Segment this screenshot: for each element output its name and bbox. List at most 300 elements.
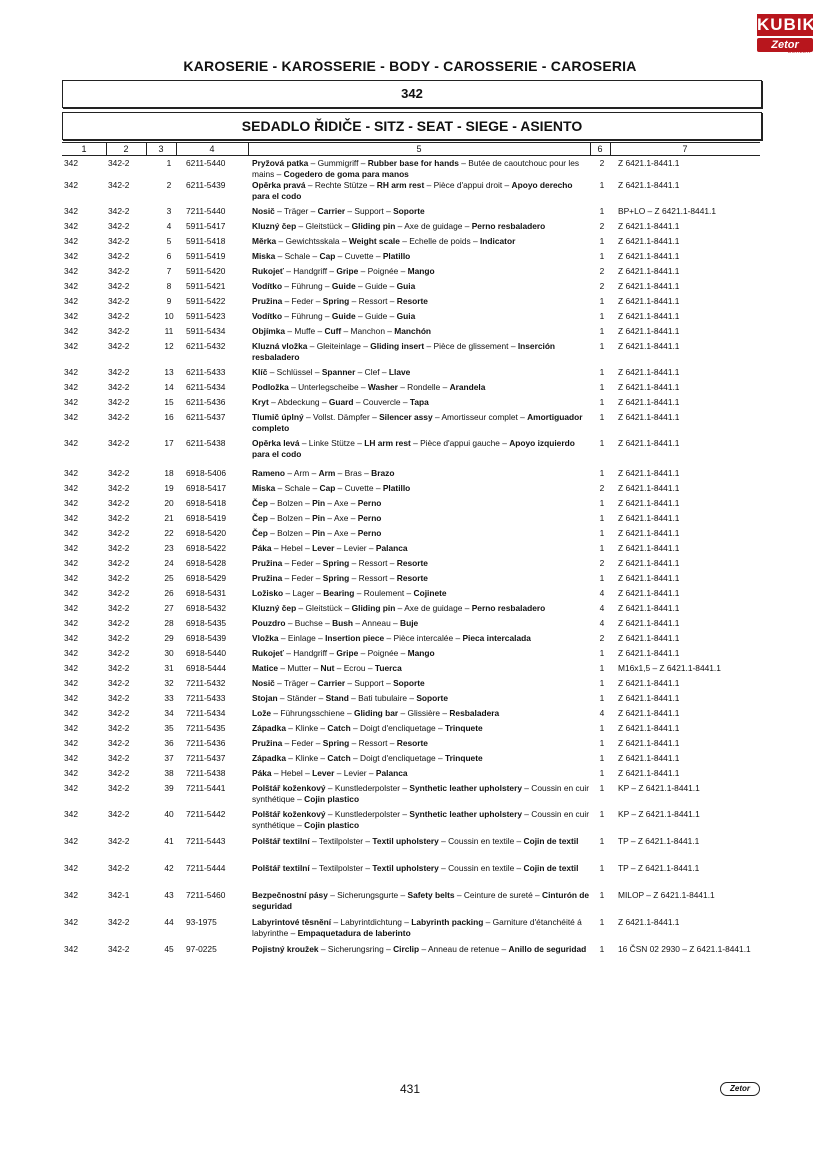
cell-group: 342 bbox=[64, 528, 78, 538]
cell-position: 25 bbox=[164, 573, 174, 583]
description-french: – Cuvette – bbox=[335, 251, 383, 261]
description-english: Spring bbox=[322, 738, 350, 748]
cell-subgroup: 342-2 bbox=[108, 648, 130, 658]
cell-description bbox=[252, 221, 592, 232]
description-english: Cuff bbox=[324, 326, 342, 336]
table-row bbox=[0, 573, 826, 588]
cell-part-number: 6211-5440 bbox=[186, 158, 226, 168]
table-row bbox=[0, 221, 826, 236]
cell-note: Z 6421.1-8441.1 bbox=[618, 708, 680, 718]
cell-group: 342 bbox=[64, 783, 78, 793]
description-german: – Muffe – bbox=[285, 326, 325, 336]
cell-part-number: 6211-5436 bbox=[186, 397, 226, 407]
description-english: Weight scale bbox=[348, 236, 400, 246]
table-row bbox=[0, 281, 826, 296]
description-spanish: Llave bbox=[388, 367, 411, 377]
description-czech: Vodítko bbox=[252, 311, 283, 321]
table-row bbox=[0, 206, 826, 221]
cell-quantity: 1 bbox=[599, 311, 605, 321]
cell-subgroup: 342-2 bbox=[108, 618, 130, 628]
cell-description bbox=[252, 768, 592, 779]
description-english: Silencer assy bbox=[379, 412, 433, 422]
cell-description bbox=[252, 397, 592, 408]
description-french: – Coussin en cuir synthétique – bbox=[252, 783, 590, 804]
cell-position: 5 bbox=[166, 236, 172, 246]
cell-subgroup: 342-2 bbox=[108, 768, 130, 778]
col-head-5: 5 bbox=[416, 144, 422, 154]
cell-group: 342 bbox=[64, 738, 78, 748]
description-spanish: Perno resbaladero bbox=[471, 221, 546, 231]
description-english: Arm bbox=[318, 468, 336, 478]
cell-quantity: 2 bbox=[599, 158, 605, 168]
col-head-7: 7 bbox=[682, 144, 688, 154]
cell-part-number: 7211-5442 bbox=[186, 809, 226, 819]
cell-quantity: 1 bbox=[599, 663, 605, 673]
cell-description bbox=[252, 341, 592, 363]
description-french: – Doigt d'encliquetage – bbox=[350, 723, 445, 733]
description-english: Gripe bbox=[336, 648, 359, 658]
cell-note: MILOP – Z 6421.1-8441.1 bbox=[618, 890, 715, 900]
description-english: Guide bbox=[331, 281, 356, 291]
cell-subgroup: 342-2 bbox=[108, 528, 130, 538]
cell-group: 342 bbox=[64, 836, 78, 846]
table-row bbox=[0, 890, 826, 917]
cell-quantity: 1 bbox=[599, 468, 605, 478]
description-german: – Feder – bbox=[282, 573, 323, 583]
cell-description bbox=[252, 603, 592, 614]
cell-subgroup: 342-2 bbox=[108, 558, 130, 568]
cell-position: 24 bbox=[164, 558, 174, 568]
cell-note: Z 6421.1-8441.1 bbox=[618, 221, 680, 231]
description-english: Guard bbox=[328, 397, 354, 407]
description-french: – Roulement – bbox=[354, 588, 414, 598]
table-row bbox=[0, 251, 826, 266]
description-spanish: Trinquete bbox=[444, 753, 483, 763]
cell-subgroup: 342-2 bbox=[108, 412, 130, 422]
description-english: Rubber base for hands bbox=[367, 158, 459, 168]
cell-quantity: 2 bbox=[599, 221, 605, 231]
description-german: – Linke Stütze – bbox=[299, 438, 365, 448]
cell-group: 342 bbox=[64, 543, 78, 553]
cell-note: Z 6421.1-8441.1 bbox=[618, 236, 680, 246]
description-french: – Garniture d'étanchéité á labyrinthe – bbox=[252, 917, 582, 938]
description-english: LH arm rest bbox=[364, 438, 411, 448]
cell-description bbox=[252, 836, 592, 847]
description-czech: Labyrintové těsnění bbox=[252, 917, 332, 927]
kubik-zetor-logo bbox=[757, 14, 816, 56]
cell-position: 38 bbox=[164, 768, 174, 778]
cell-position: 30 bbox=[164, 648, 174, 658]
table-row bbox=[0, 180, 826, 206]
description-french: – Rondelle – bbox=[397, 382, 450, 392]
cell-note: Z 6421.1-8441.1 bbox=[618, 558, 680, 568]
cell-group: 342 bbox=[64, 266, 78, 276]
description-spanish: Perno bbox=[357, 498, 382, 508]
description-spanish: Perno bbox=[357, 513, 382, 523]
cell-note: Z 6421.1-8441.1 bbox=[618, 573, 680, 583]
cell-part-number: 6918-5429 bbox=[186, 573, 227, 583]
description-spanish: Soporte bbox=[393, 206, 425, 216]
description-french: – Glissière – bbox=[398, 708, 450, 718]
cell-quantity: 2 bbox=[599, 558, 605, 568]
cell-group: 342 bbox=[64, 603, 78, 613]
description-german: – Klinke – bbox=[285, 723, 328, 733]
description-german: – Arm – bbox=[285, 468, 319, 478]
cell-subgroup: 342-2 bbox=[108, 753, 130, 763]
description-spanish: Soporte bbox=[393, 678, 425, 688]
cell-position: 19 bbox=[164, 483, 174, 493]
cell-subgroup: 342-2 bbox=[108, 438, 130, 448]
description-german: – Vollst. Dämpfer – bbox=[303, 412, 380, 422]
cell-note: Z 6421.1-8441.1 bbox=[618, 281, 680, 291]
cell-part-number: 6211-5439 bbox=[186, 180, 226, 190]
section-title: SEDADLO ŘIDIČE - SITZ - SEAT - SIEGE - ASIENTO bbox=[62, 112, 762, 140]
cell-note: Z 6421.1-8441.1 bbox=[618, 180, 680, 190]
cell-part-number: 6211-5434 bbox=[186, 382, 226, 392]
table-row bbox=[0, 382, 826, 397]
table-row bbox=[0, 708, 826, 723]
table-row bbox=[0, 783, 826, 809]
cell-subgroup: 342-2 bbox=[108, 251, 130, 261]
parts-table bbox=[0, 158, 826, 971]
description-german: – Hebel – bbox=[271, 543, 313, 553]
table-row bbox=[0, 693, 826, 708]
description-english: Washer bbox=[367, 382, 398, 392]
description-english: Lever bbox=[312, 543, 335, 553]
description-czech: Polštář textilní bbox=[252, 863, 310, 873]
cell-group: 342 bbox=[64, 251, 78, 261]
cell-note: KP – Z 6421.1-8441.1 bbox=[618, 809, 700, 819]
cell-description bbox=[252, 326, 592, 337]
cell-description bbox=[252, 180, 592, 202]
description-french: – Pièce d'appui gauche – bbox=[410, 438, 510, 448]
description-spanish: Cogedero de goma para manos bbox=[283, 169, 409, 179]
description-german: – Lager – bbox=[283, 588, 324, 598]
description-french: – Doigt d'encliquetage – bbox=[350, 753, 445, 763]
table-row bbox=[0, 663, 826, 678]
cell-position: 20 bbox=[164, 498, 174, 508]
description-spanish: Tuerca bbox=[374, 663, 402, 673]
cell-description bbox=[252, 296, 592, 307]
table-row bbox=[0, 648, 826, 663]
cell-subgroup: 342-2 bbox=[108, 498, 130, 508]
cell-group: 342 bbox=[64, 753, 78, 763]
cell-quantity: 2 bbox=[599, 281, 605, 291]
cell-part-number: 6918-5432 bbox=[186, 603, 227, 613]
cell-note: Z 6421.1-8441.1 bbox=[618, 723, 680, 733]
description-german: – Buchse – bbox=[285, 618, 333, 628]
page-title: KAROSERIE - KAROSSERIE - BODY - CAROSSERIE - CAROSERIA bbox=[183, 58, 637, 74]
description-english: Catch bbox=[327, 723, 351, 733]
cell-quantity: 1 bbox=[599, 382, 605, 392]
cell-description bbox=[252, 543, 592, 554]
cell-group: 342 bbox=[64, 809, 78, 819]
col-head-6: 6 bbox=[597, 144, 603, 154]
cell-part-number: 6918-5419 bbox=[186, 513, 227, 523]
description-german: – Bolzen – bbox=[267, 498, 313, 508]
description-german: – Sicherungsring – bbox=[318, 944, 394, 954]
cell-subgroup: 342-2 bbox=[108, 206, 130, 216]
table-row bbox=[0, 326, 826, 341]
cell-subgroup: 342-2 bbox=[108, 281, 130, 291]
description-french: – Manchon – bbox=[341, 326, 395, 336]
description-german: – Feder – bbox=[282, 738, 323, 748]
cell-position: 45 bbox=[164, 944, 174, 954]
cell-part-number: 6918-5440 bbox=[186, 648, 227, 658]
cell-note: Z 6421.1-8441.1 bbox=[618, 341, 680, 351]
cell-note: Z 6421.1-8441.1 bbox=[618, 513, 680, 523]
cell-quantity: 4 bbox=[599, 603, 605, 613]
cell-subgroup: 342-2 bbox=[108, 266, 130, 276]
description-english: Spring bbox=[322, 296, 350, 306]
cell-note: Z 6421.1-8441.1 bbox=[618, 633, 680, 643]
description-german: – Abdeckung – bbox=[268, 397, 329, 407]
cell-description bbox=[252, 890, 592, 912]
description-german: – Textilpolster – bbox=[309, 836, 373, 846]
cell-description bbox=[252, 648, 592, 659]
column-header bbox=[62, 142, 760, 156]
cell-note: Z 6421.1-8441.1 bbox=[618, 588, 680, 598]
cell-part-number: 5911-5420 bbox=[186, 266, 226, 276]
cell-group: 342 bbox=[64, 513, 78, 523]
description-czech: Páka bbox=[252, 768, 272, 778]
table-row bbox=[0, 738, 826, 753]
cell-part-number: 7211-5438 bbox=[186, 768, 226, 778]
table-row bbox=[0, 618, 826, 633]
description-czech: Stojan bbox=[252, 693, 278, 703]
logo-dealer: DEALER bbox=[787, 49, 811, 55]
cell-note: Z 6421.1-8441.1 bbox=[618, 412, 680, 422]
cell-part-number: 6918-5422 bbox=[186, 543, 227, 553]
description-english: Cap bbox=[319, 483, 336, 493]
cell-quantity: 1 bbox=[599, 944, 605, 954]
cell-part-number: 6918-5444 bbox=[186, 663, 227, 673]
cell-quantity: 1 bbox=[599, 236, 605, 246]
cell-description bbox=[252, 412, 592, 434]
cell-position: 29 bbox=[164, 633, 174, 643]
cell-subgroup: 342-2 bbox=[108, 543, 130, 553]
table-row bbox=[0, 753, 826, 768]
description-french: – Levier – bbox=[334, 768, 376, 778]
description-french: – Anneau – bbox=[353, 618, 401, 628]
cell-position: 1 bbox=[166, 158, 172, 168]
table-row bbox=[0, 633, 826, 648]
cell-position: 8 bbox=[166, 281, 172, 291]
cell-group: 342 bbox=[64, 498, 78, 508]
cell-part-number: 7211-5440 bbox=[186, 206, 226, 216]
cell-position: 4 bbox=[166, 221, 172, 231]
description-spanish: Anillo de seguridad bbox=[508, 944, 587, 954]
description-czech: Bezpečnostní pásy bbox=[252, 890, 328, 900]
cell-description bbox=[252, 738, 592, 749]
description-spanish: Buje bbox=[400, 618, 419, 628]
cell-position: 9 bbox=[166, 296, 172, 306]
table-row bbox=[0, 603, 826, 618]
cell-quantity: 1 bbox=[599, 498, 605, 508]
description-spanish: Cojin de textil bbox=[523, 863, 579, 873]
cell-position: 15 bbox=[164, 397, 174, 407]
cell-note: 16 ČSN 02 2930 – Z 6421.1-8441.1 bbox=[618, 944, 751, 954]
cell-note: Z 6421.1-8441.1 bbox=[618, 618, 680, 628]
cell-note: Z 6421.1-8441.1 bbox=[618, 768, 680, 778]
cell-part-number: 6918-5428 bbox=[186, 558, 227, 568]
cell-quantity: 1 bbox=[599, 890, 605, 900]
description-german: – Ständer – bbox=[277, 693, 326, 703]
description-spanish: Inserción resbaladero bbox=[252, 341, 556, 362]
description-french: – Axe de guidage – bbox=[395, 221, 472, 231]
table-row bbox=[0, 558, 826, 573]
description-czech: Kluzný čep bbox=[252, 603, 297, 613]
cell-group: 342 bbox=[64, 890, 78, 900]
description-spanish: Amortiguador completo bbox=[252, 412, 583, 433]
cell-subgroup: 342-2 bbox=[108, 603, 130, 613]
cell-group: 342 bbox=[64, 311, 78, 321]
cell-note: Z 6421.1-8441.1 bbox=[618, 367, 680, 377]
table-row bbox=[0, 528, 826, 543]
cell-description bbox=[252, 753, 592, 764]
cell-subgroup: 342-2 bbox=[108, 326, 130, 336]
cell-position: 27 bbox=[164, 603, 174, 613]
table-row bbox=[0, 836, 826, 863]
description-czech: Klíč bbox=[252, 367, 268, 377]
description-english: Spring bbox=[322, 573, 350, 583]
description-czech: Měrka bbox=[252, 236, 277, 246]
cell-quantity: 1 bbox=[599, 678, 605, 688]
description-german: – Mutter – bbox=[278, 663, 321, 673]
cell-part-number: 6211-5437 bbox=[186, 412, 226, 422]
cell-subgroup: 342-2 bbox=[108, 693, 130, 703]
cell-part-number: 5911-5422 bbox=[186, 296, 226, 306]
cell-note: Z 6421.1-8441.1 bbox=[618, 382, 680, 392]
cell-subgroup: 342-2 bbox=[108, 588, 130, 598]
cell-position: 32 bbox=[164, 678, 174, 688]
description-czech: Čep bbox=[252, 513, 268, 523]
cell-position: 13 bbox=[164, 367, 174, 377]
description-french: – Levier – bbox=[334, 543, 376, 553]
cell-subgroup: 342-2 bbox=[108, 468, 130, 478]
description-german: – Labyrintdichtung – bbox=[331, 917, 412, 927]
cell-group: 342 bbox=[64, 618, 78, 628]
description-german: – Schlüssel – bbox=[267, 367, 322, 377]
logo-brand: KUBIK bbox=[757, 15, 816, 34]
description-french: – Echelle de poids – bbox=[399, 236, 480, 246]
cell-position: 37 bbox=[164, 753, 174, 763]
description-french: – Clef – bbox=[355, 367, 389, 377]
cell-description bbox=[252, 588, 592, 599]
cell-part-number: 6211-5433 bbox=[186, 367, 226, 377]
cell-quantity: 1 bbox=[599, 573, 605, 583]
description-french: – Pièce de glissement – bbox=[424, 341, 518, 351]
description-french: – Ressort – bbox=[349, 738, 397, 748]
description-english: Spring bbox=[322, 558, 350, 568]
description-german: – Träger – bbox=[274, 206, 318, 216]
description-spanish: Apoyo izquierdo para el codo bbox=[252, 438, 575, 459]
cell-part-number: 7211-5444 bbox=[186, 863, 226, 873]
col-head-3: 3 bbox=[158, 144, 164, 154]
cell-part-number: 7211-5433 bbox=[186, 693, 226, 703]
cell-position: 23 bbox=[164, 543, 174, 553]
cell-description bbox=[252, 678, 592, 689]
cell-description bbox=[252, 863, 592, 874]
description-czech: Kryt bbox=[252, 397, 269, 407]
description-german: – Gleitstück – bbox=[296, 603, 352, 613]
description-english: Gliding pin bbox=[351, 603, 396, 613]
cell-group: 342 bbox=[64, 468, 78, 478]
description-french: – Axe de guidage – bbox=[395, 603, 472, 613]
cell-description bbox=[252, 633, 592, 644]
table-row bbox=[0, 768, 826, 783]
cell-group: 342 bbox=[64, 678, 78, 688]
description-czech: Rameno bbox=[252, 468, 286, 478]
description-french: – Axe – bbox=[325, 513, 358, 523]
description-spanish: Resorte bbox=[396, 573, 428, 583]
description-german: – Führung – bbox=[282, 311, 332, 321]
description-english: Synthetic leather upholstery bbox=[409, 783, 522, 793]
description-czech: Lože bbox=[252, 708, 272, 718]
description-english: Gliding bar bbox=[353, 708, 399, 718]
description-german: – Führung – bbox=[282, 281, 332, 291]
cell-part-number: 5911-5421 bbox=[186, 281, 226, 291]
cell-description bbox=[252, 663, 592, 674]
cell-note: Z 6421.1-8441.1 bbox=[618, 483, 680, 493]
cell-note: Z 6421.1-8441.1 bbox=[618, 296, 680, 306]
table-row bbox=[0, 863, 826, 890]
cell-subgroup: 342-2 bbox=[108, 723, 130, 733]
cell-position: 2 bbox=[166, 180, 172, 190]
description-german: – Unterlegscheibe – bbox=[288, 382, 368, 392]
description-english: Synthetic leather upholstery bbox=[409, 809, 522, 819]
cell-subgroup: 342-2 bbox=[108, 573, 130, 583]
cell-subgroup: 342-2 bbox=[108, 158, 130, 168]
description-german: – Einlage – bbox=[278, 633, 326, 643]
cell-position: 39 bbox=[164, 783, 174, 793]
cell-quantity: 4 bbox=[599, 708, 605, 718]
cell-note: BP+LO – Z 6421.1-8441.1 bbox=[618, 206, 717, 216]
cell-part-number: 5911-5423 bbox=[186, 311, 226, 321]
table-row bbox=[0, 513, 826, 528]
cell-part-number: 5911-5418 bbox=[186, 236, 226, 246]
cell-subgroup: 342-2 bbox=[108, 382, 130, 392]
description-german: – Führungsschiene – bbox=[271, 708, 354, 718]
description-german: – Schale – bbox=[275, 251, 320, 261]
cell-quantity: 1 bbox=[599, 753, 605, 763]
description-english: Nut bbox=[320, 663, 335, 673]
cell-description bbox=[252, 367, 592, 378]
cell-position: 14 bbox=[164, 382, 174, 392]
cell-description bbox=[252, 158, 592, 180]
cell-description bbox=[252, 281, 592, 292]
description-french: – Poignée – bbox=[358, 266, 408, 276]
cell-position: 31 bbox=[164, 663, 174, 673]
description-english: Stand bbox=[325, 693, 349, 703]
description-french: – Bras – bbox=[335, 468, 372, 478]
description-english: Labyrinth packing bbox=[411, 917, 484, 927]
cell-subgroup: 342-2 bbox=[108, 917, 130, 927]
cell-note: Z 6421.1-8441.1 bbox=[618, 648, 680, 658]
cell-group: 342 bbox=[64, 588, 78, 598]
description-german: – Textilpolster – bbox=[309, 863, 373, 873]
cell-part-number: 6211-5432 bbox=[186, 341, 226, 351]
description-german: – Klinke – bbox=[285, 753, 328, 763]
cell-group: 342 bbox=[64, 558, 78, 568]
cell-position: 12 bbox=[164, 341, 174, 351]
cell-group: 342 bbox=[64, 944, 78, 954]
cell-position: 34 bbox=[164, 708, 174, 718]
description-english: Bush bbox=[332, 618, 353, 628]
description-spanish: Cojin plastico bbox=[304, 794, 360, 804]
description-spanish: Apoyo derecho para el codo bbox=[252, 180, 573, 201]
table-row bbox=[0, 266, 826, 281]
